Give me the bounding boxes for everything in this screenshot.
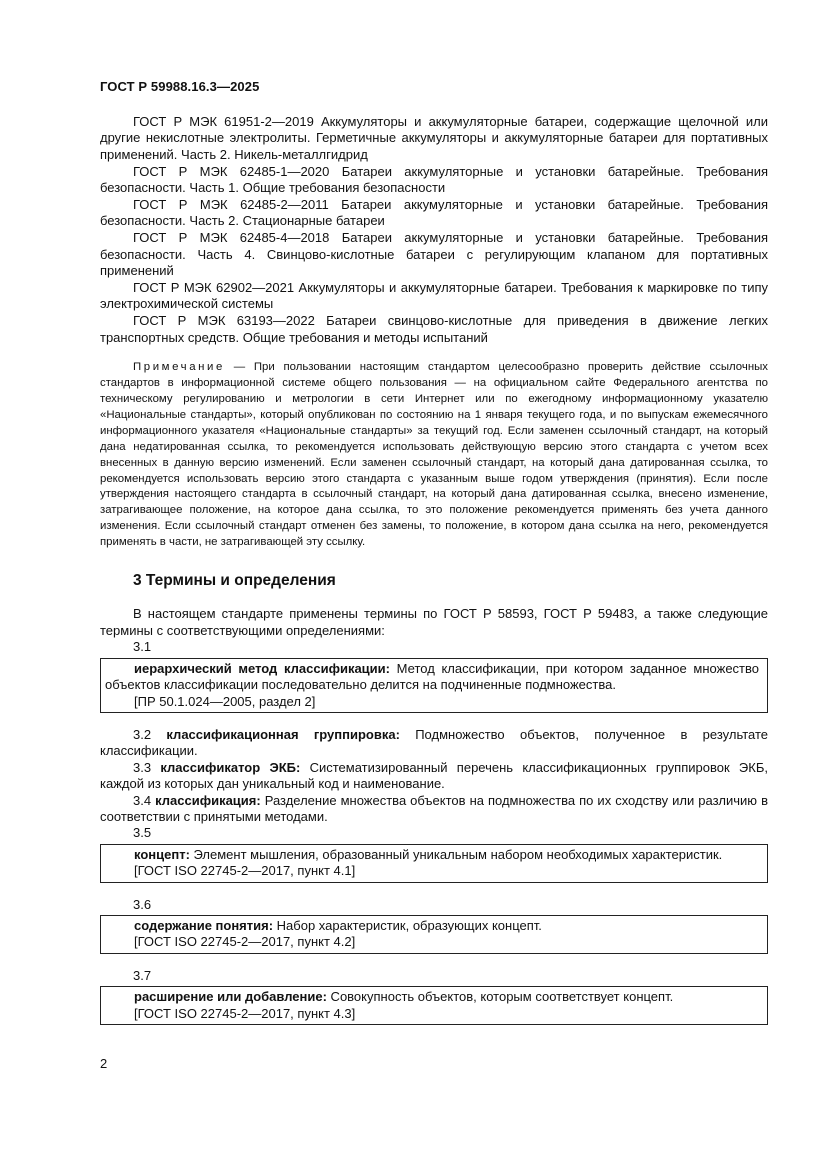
term-source: [ПР 50.1.024—2005, раздел 2]	[134, 693, 316, 709]
term-number: 3.7	[133, 967, 152, 983]
term-number: 3.4	[133, 792, 152, 808]
note-text: — При пользовании настоящим стандартом целесообразно проверить действие ссылочных стандартов в информационной системе общего пользования — на официальном сайте Федерального агентства по техническому регулированию и метрологии в сети Интернет или по ежегодному информационному указателю «Национальные стандарты», который опубликован по состоянию на 1 января текущего года, и по выпускам ежемесячного информационного указателя «Национальные стандарты» за текущий год. Если заменен ссылочный стандарт, на который дана недатированная ссылка, то рекомендуется использовать действующую версию этого стандарта с учетом всех внесенных в данную версию изменений. Если заменен ссылочный стандарт, на который дана датированная ссылка, то рекомендуется использовать версию этого стандарта с указанным выше годом утверждения (принятия). Если после утверждения настоящего стандарта в ссылочный стандарт, на который дана датированная ссылка, внесено изменение, затрагивающее положение, на которое дана ссылка, то это положение рекомендуется применять без учета данного изменения. Если ссылочный стандарт отменен без замены, то положение, в котором дана ссылка на него, рекомендуется применять в части, не затрагивающей эту ссылку.	[100, 361, 768, 549]
term-number: 3.3	[133, 759, 152, 775]
page-body	[100, 114, 768, 1025]
term-source: [ГОСТ ISO 22745-2—2017, пункт 4.3]	[134, 1005, 356, 1021]
note-label: Примечание	[133, 361, 225, 374]
term-text: Подмножество объектов, полученное в результате классификации.	[100, 726, 768, 759]
term-entry	[100, 793, 768, 826]
term-number: 3.5	[133, 825, 152, 841]
term-name: классификация:	[155, 792, 261, 808]
running-header: ГОСТ Р 59988.16.3—2025	[100, 79, 260, 94]
term-box	[100, 658, 768, 713]
term-definition	[105, 989, 759, 1005]
reference-item: ГОСТ Р МЭК 63193—2022 Батареи свинцово-кислотные для приведения в движение легких транспортных средств. Общие требования и методы испытаний	[100, 313, 768, 345]
term-definition	[105, 661, 759, 694]
term-name: концепт:	[134, 846, 190, 862]
reference-item: ГОСТ Р МЭК 62485-4—2018 Батареи аккумуляторные и установки батарейные. Требования безопасности. Часть 4. Свинцово-кислотные батареи с регулирующим клапаном для портативных применений	[100, 230, 768, 279]
term-entry	[100, 760, 768, 793]
term-text: Систематизированный перечень классификационных группировок ЭКБ, каждой из которых дан уникальный код и наименование.	[100, 759, 768, 792]
term-number: 3.6	[133, 896, 152, 912]
term-number: 3.2	[133, 726, 152, 742]
reference-list	[100, 114, 768, 346]
section-heading: 3 Термины и определения	[133, 572, 336, 590]
term-name: классификатор ЭКБ:	[160, 759, 301, 775]
term-box	[100, 986, 768, 1025]
section-intro: В настоящем стандарте применены термины по ГОСТ Р 58593, ГОСТ Р 59483, а также следующие термины с соответствующими определениями:	[100, 606, 768, 638]
note-paragraph	[100, 360, 768, 551]
term-entry	[100, 727, 768, 760]
term-text: Набор характеристик, образующих концепт.	[273, 917, 542, 933]
term-definition	[105, 847, 759, 863]
term-name: расширение или добавление:	[134, 989, 327, 1005]
term-name: содержание понятия:	[134, 917, 274, 933]
term-name: иерархический метод классификации:	[134, 660, 390, 676]
term-definition	[105, 918, 759, 934]
term-text: Элемент мышления, образованный уникальным набором необходимых характеристик.	[189, 846, 723, 862]
term-box	[100, 915, 768, 954]
term-text: Совокупность объектов, которым соответствует концепт.	[326, 989, 674, 1005]
term-number: 3.1	[133, 639, 152, 655]
reference-item: ГОСТ Р МЭК 62902—2021 Аккумуляторы и аккумуляторные батареи. Требования к маркировке по типу электрохимической системы	[100, 280, 768, 312]
term-text: Метод классификации, при котором заданное множество объектов классификации последовательно делится на подчиненные подмножества.	[105, 660, 759, 693]
term-text: Разделение множества объектов на подмножества по их сходству или различию в соответствии с принятыми методами.	[100, 792, 768, 824]
reference-item: ГОСТ Р МЭК 62485-2—2011 Батареи аккумуляторные и установки батарейные. Требования безопасности. Часть 2. Стационарные батареи	[100, 197, 768, 229]
reference-item: ГОСТ Р МЭК 61951-2—2019 Аккумуляторы и аккумуляторные батареи, содержащие щелочной или другие некислотные электролиты. Герметичные аккумуляторы и аккумуляторные батареи для портативных применений. Часть 2. Никель-металлгидрид	[100, 114, 768, 162]
term-source: [ГОСТ ISO 22745-2—2017, пункт 4.2]	[134, 934, 356, 950]
reference-item: ГОСТ Р МЭК 62485-1—2020 Батареи аккумуляторные и установки батарейные. Требования безопасности. Часть 1. Общие требования безопасности	[100, 163, 768, 196]
page-number: 2	[100, 1056, 108, 1071]
term-box	[100, 844, 768, 883]
term-name: классификационная группировка:	[166, 726, 400, 742]
term-source: [ГОСТ ISO 22745-2—2017, пункт 4.1]	[134, 863, 356, 879]
